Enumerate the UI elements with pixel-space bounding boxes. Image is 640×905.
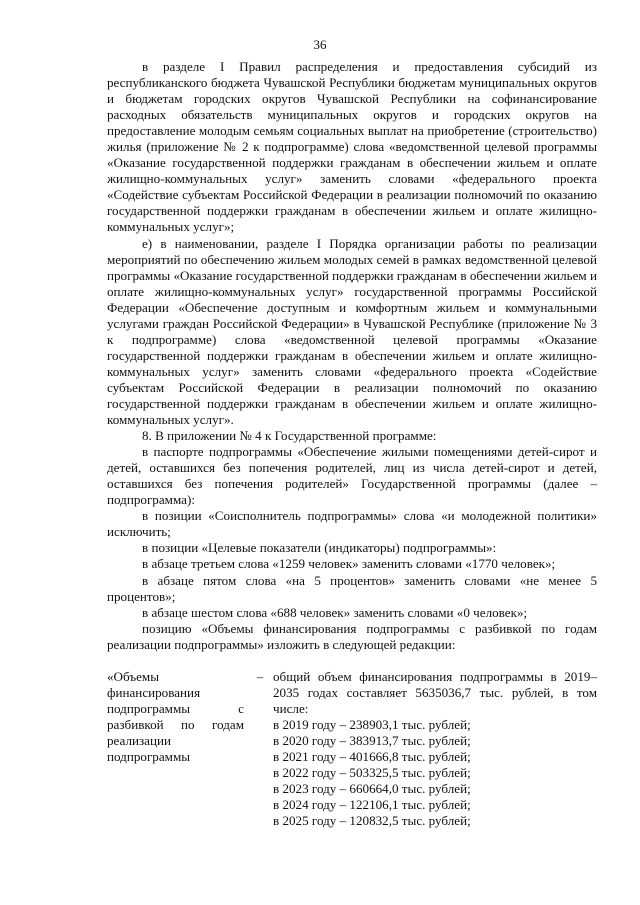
paragraph: в абзаце пятом слова «на 5 процентов» заменить словами «не менее 5 процентов»; bbox=[107, 572, 597, 604]
paragraph: в позиции «Целевые показатели (индикаторы) подпрограммы»: bbox=[142, 540, 497, 556]
list-item: в 2025 году – 120832,5 тыс. рублей; bbox=[273, 813, 471, 829]
list-item: в 2024 году – 122106,1 тыс. рублей; bbox=[273, 797, 471, 813]
list-item: в 2023 году – 660664,0 тыс. рублей; bbox=[273, 781, 471, 797]
paragraph: е) в наименовании, разделе I Порядка организации работы по реализации мероприятий по обеспечению жильем молодых семей в рамках ведомственной целевой программы «Оказание государственной поддержки гражданам в обеспечении жильем и оплате жилищно-коммунальных услуг» государственной программы Российской Федерации «Обеспечение доступным и комфортным жильем и коммунальными услугами граждан Российской Федерации» в Чувашской Республике (приложение № 3 к подпрограмме) слова «ведомственной целевой программы «Оказание государственной поддержки гражданам в обеспечении жильем и оплате жилищно-коммунальных услуг» заменить словами «федерального проекта «Содействие субъектам Российской Федерации в реализации полномочий по оказанию государственной поддержки гражданам в обеспечении жильем и оплате жилищно-коммунальных услуг». bbox=[107, 235, 597, 428]
list-item: в 2021 году – 401666,8 тыс. рублей; bbox=[273, 749, 471, 765]
document-body bbox=[107, 59, 597, 653]
paragraph: в паспорте подпрограммы «Обеспечение жилыми помещениями детей-сирот и детей, оставшихся без попечения родителей, лиц из числа детей-сирот и детей, оставшихся без попечения родителей» Государственной программы (далее – подпрограмма): bbox=[107, 444, 597, 508]
paragraph: позицию «Объемы финансирования подпрограммы с разбивкой по годам реализации подпрограммы» изложить в следующей редакции: bbox=[107, 620, 597, 652]
list-item: в 2019 году – 238903,1 тыс. рублей; bbox=[273, 717, 471, 733]
financing-separator: – bbox=[256, 669, 264, 684]
financing-details bbox=[273, 669, 597, 829]
list-item: в 2020 году – 383913,7 тыс. рублей; bbox=[273, 733, 471, 749]
paragraph: в разделе I Правил распределения и предоставления субсидий из республиканского бюджета Чувашской Республики бюджетам муниципальных округов и бюджетам городских округов Чувашской Республики на софинансирование расходных обязательств муниципальных округов и городских округов на предоставление молодым семьям социальных выплат на приобретение (строительство) жилья (приложение № 2 к подпрограмме) слова «ведомственной целевой программы «Оказание государственной поддержки гражданам в обеспечении жильем и оплате жилищно-коммунальных услуг» заменить словами «федерального проекта «Содействие субъектам Российской Федерации в реализации полномочий по оказанию государственной поддержки гражданам в обеспечении жильем и оплате жилищно-коммунальных услуг»; bbox=[107, 59, 597, 235]
paragraph: 8. В приложении № 4 к Государственной программе: bbox=[142, 428, 437, 444]
paragraph: в абзаце третьем слова «1259 человек» заменить словами «1770 человек»; bbox=[142, 556, 556, 572]
financing-summary: общий объем финансирования подпрограммы в 2019–2035 годах составляет 5635036,7 тыс. рублей, в том числе: bbox=[273, 669, 597, 717]
financing-years-list bbox=[273, 717, 597, 829]
list-item: в 2022 году – 503325,5 тыс. рублей; bbox=[273, 765, 471, 781]
page-number: 36 bbox=[313, 37, 327, 52]
financing-label: «Объемы финансирования подпрограммы с разбивкой по годам реализации подпрограммы bbox=[107, 669, 244, 765]
paragraph: в позиции «Соисполнитель подпрограммы» слова «и молодежной политики» исключить; bbox=[107, 508, 597, 540]
paragraph: в абзаце шестом слова «688 человек» заменить словами «0 человек»; bbox=[142, 604, 528, 620]
